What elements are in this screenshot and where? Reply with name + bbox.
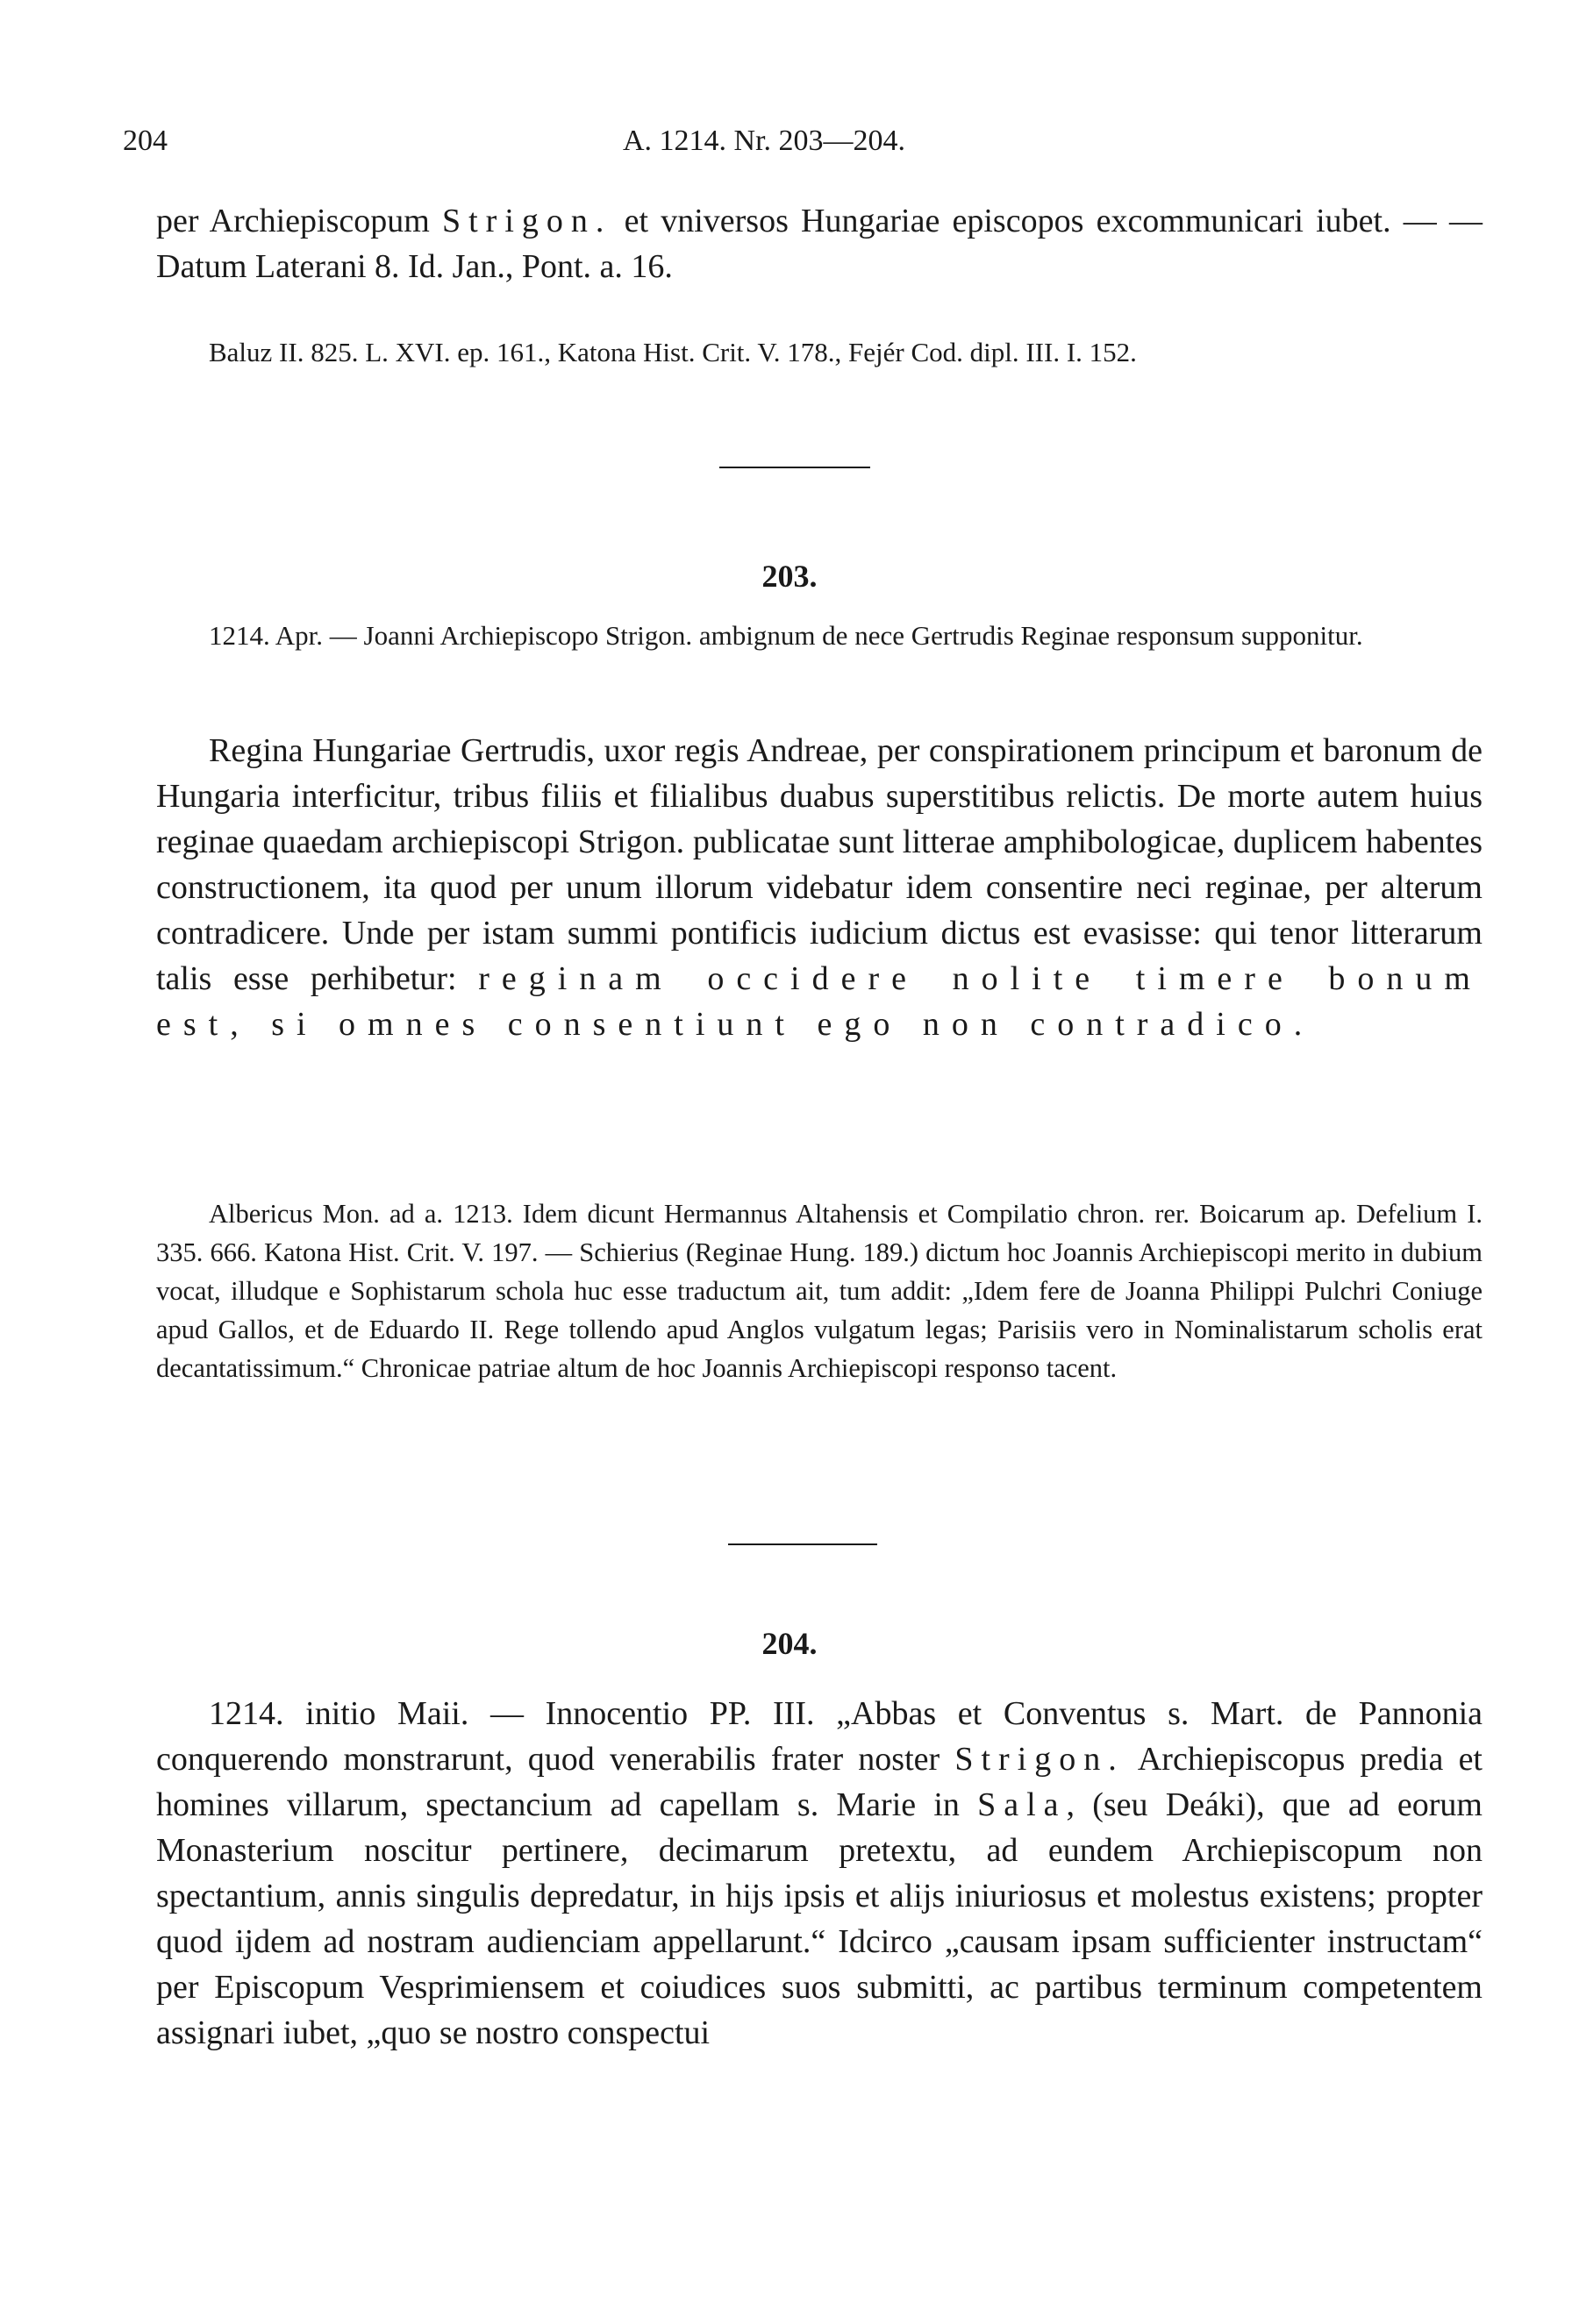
entry-202-strigon: Strigon.	[441, 203, 612, 239]
doc-203-note	[156, 1194, 1483, 1387]
doc-203-body-text: Regina Hungariae Gertrudis, uxor regis Andreae, per conspirationem principum et baronum de Hungaria interficitur, tribus filiis et filialibus duabus superstitibus relictis. De morte autem huius reginae quaedam archiepiscopi Strigon. publicatae sunt litterae amphibologicae, duplicem habentes constructionem, ita quod per unum illorum videbatur idem consentire neci reginae, per alterum contradicere. Unde per istam summi pontificis iudicium dictus est evasisse: qui tenor litterarum talis esse perhibetur:	[156, 732, 1483, 997]
doc-203-summary	[156, 617, 1483, 654]
doc-203-quoted-letter: reginam occidere nolite timere bonum est, si omnes consentiunt ego non contradico.	[156, 960, 1483, 1043]
entry-202-conclusion	[156, 198, 1483, 289]
section-divider-2	[728, 1543, 877, 1545]
doc-204-number: 204.	[761, 1626, 818, 1661]
entry-202-reference	[156, 333, 1483, 371]
doc-204-strigon: Strigon.	[954, 1741, 1125, 1778]
doc-203-note-text: Albericus Mon. ad a. 1213. Idem dicunt Hermannus Altahensis et Compilatio chron. rer. Boicarum ap. Defelium I. 335. 666. Katona Hist. Crit. V. 197. — Schierius (Reginae Hung. 189.) dictum hoc Joannis Archiepiscopi merito in dubium vocat, illudque e Sophistarum schola huc esse traductum ait, tum addit: „Idem fere de Joanna Philippi Pulchri Coniuge apud Gallos, et de Eduardo II. Rege tollendo apud Anglos vulgatum legas; Parisiis vero in Nominalistarum scholis erat decantatissimum.“ Chronicae patriae altum de hoc Joannis Archiepiscopi responso tacent.	[156, 1199, 1483, 1383]
page-number: 204	[123, 125, 168, 157]
page-header	[123, 125, 1491, 168]
doc-203-number: 203.	[761, 559, 818, 594]
doc-204-text-2: Archiepiscopus predia et homines villarum, spectancium ad capellam s. Marie in	[156, 1741, 1483, 1823]
doc-204-text-1: 1214. initio Maii. — Innocentio PP. III. „Abbas et Conventus s. Mart. de Pannonia conquerendo monstrarunt, quod venerabilis frater noster	[156, 1695, 1483, 1778]
doc-204-sala: Sala	[977, 1786, 1067, 1823]
running-head: A. 1214. Nr. 203—204.	[623, 125, 906, 157]
section-divider-1	[719, 467, 870, 468]
entry-202-text-1: per Archiepiscopum	[156, 203, 442, 239]
entry-202-text-2: et vniversos Hungariae episcopos excommunicari iubet. — — Datum Laterani 8. Id. Jan., Pont. a. 16.	[156, 203, 1483, 285]
doc-204-text-3: , (seu Deáki), que ad eorum Monasterium noscitur pertinere, decimarum pretextu, ad eundem Archiepiscopum non spectantium, annis singulis depredatur, in hijs ipsis et alijs iniuriosus et molestus existens; propter quod ijdem ad nostram audienciam appellarunt.“ Idcirco „causam ipsam sufficienter instructam“ per Episcopum Vesprimiensem et coiudices suos submitti, ac partibus terminum competentem assignari iubet, „quo se nostro conspectui	[156, 1786, 1483, 2051]
doc-203-summary-text: 1214. Apr. — Joanni Archiepiscopo Strigon. ambignum de nece Gertrudis Reginae responsum supponitur.	[209, 620, 1363, 651]
doc-204-body	[156, 1691, 1483, 2056]
entry-202-reference-text: Baluz II. 825. L. XVI. ep. 161., Katona Hist. Crit. V. 178., Fejér Cod. dipl. III. I. 152.	[209, 337, 1137, 367]
doc-203-body	[156, 728, 1483, 1047]
